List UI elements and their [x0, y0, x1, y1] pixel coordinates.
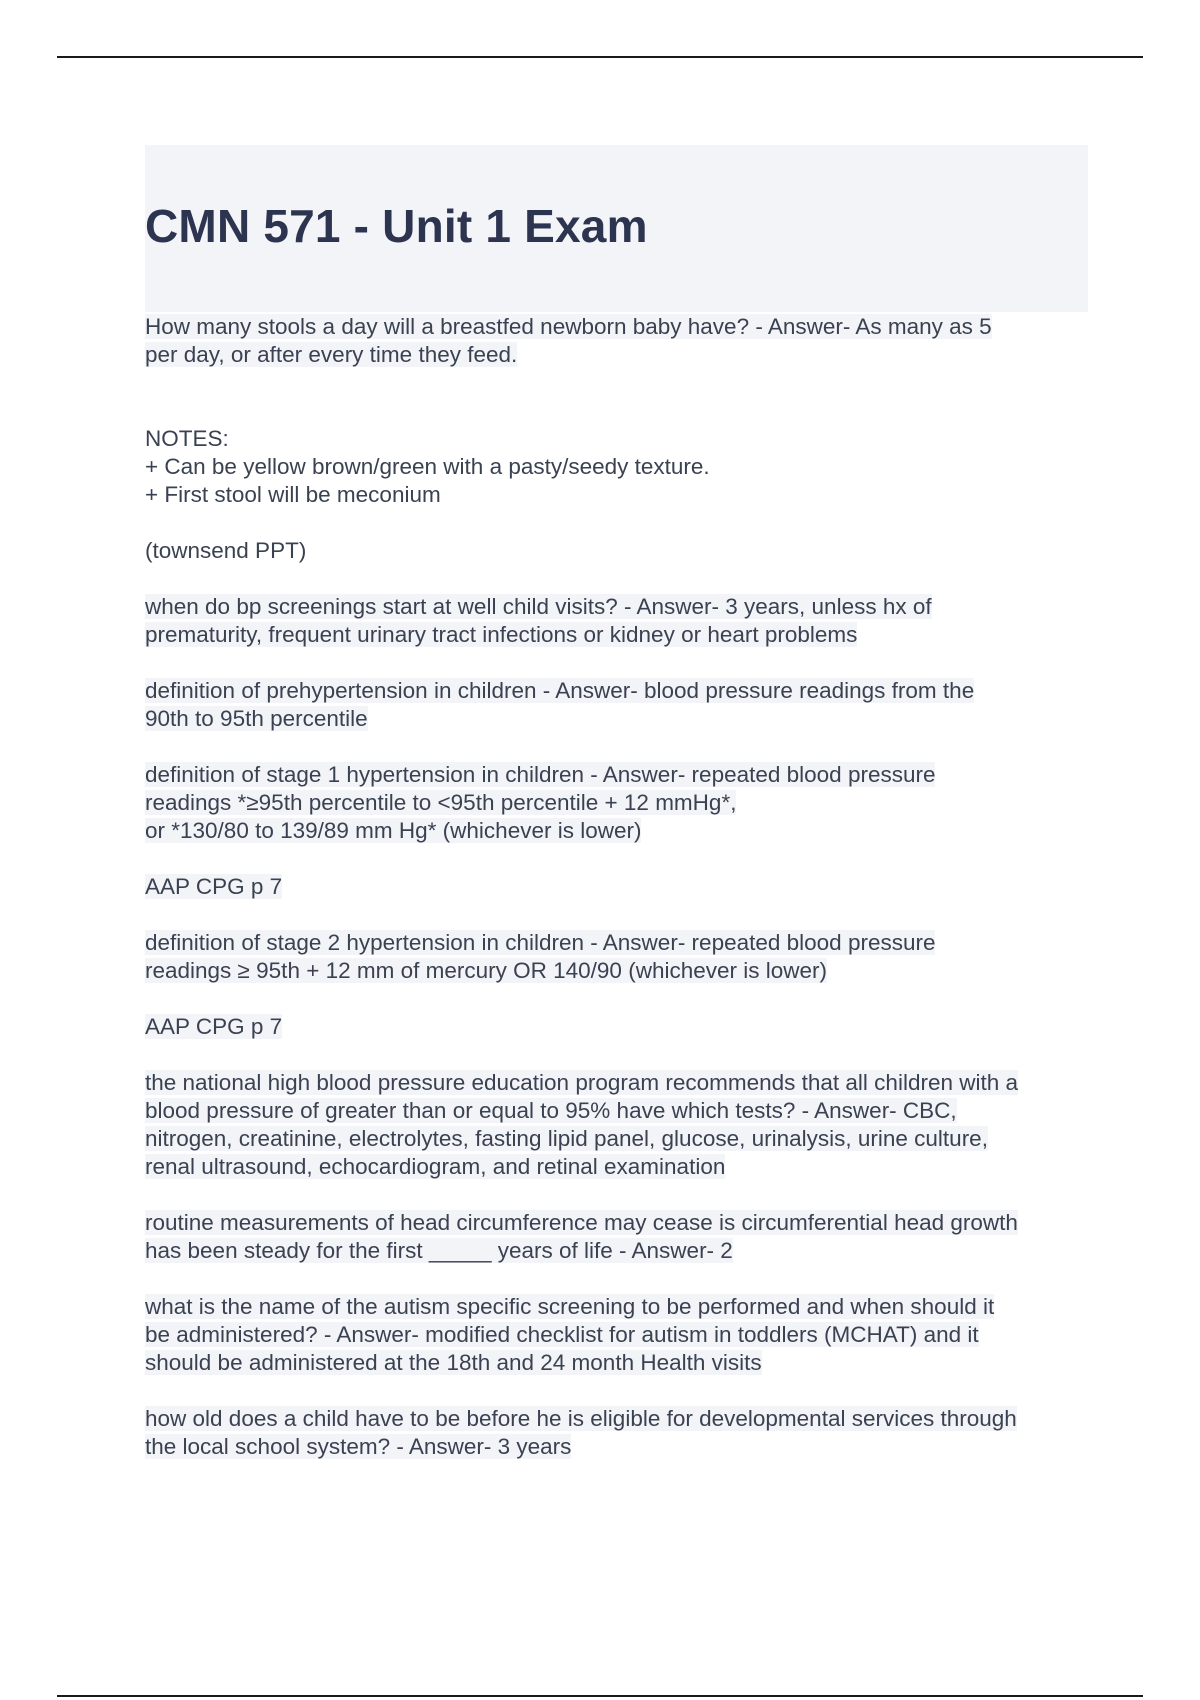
notes-heading: NOTES: — [145, 426, 229, 451]
qa-item-stage1-hypertension: definition of stage 1 hypertension in children - Answer- repeated blood pressure readings *≥95th percentile to <95th percentile + 12 mmHg*, or *130/80 to 139/89 mm Hg* (whichever is lower) — [145, 762, 936, 843]
bottom-rule — [57, 1695, 1143, 1697]
notes-line: + First stool will be meconium — [145, 482, 441, 507]
qa-item-nhbpep-tests: the national high blood pressure education program recommends that all children with a blood pressure of greater than or equal to 95% have which tests? - Answer- CBC, nitrogen, creatinine, electrolytes, fasting lipid panel, glucose, urinalysis, urine culture, renal ultrasound, echocardiogram, and retinal examination — [145, 1070, 1019, 1179]
document-title: CMN 571 - Unit 1 Exam — [145, 200, 648, 252]
document-body — [145, 313, 1095, 1489]
qa-item-prehypertension: definition of prehypertension in children - Answer- blood pressure readings from the 90th to 95th percentile — [145, 678, 975, 731]
qa-item-head-circumference: routine measurements of head circumference may cease is circumferential head growth has been steady for the first _____ years of life - Answer- 2 — [145, 1210, 1018, 1263]
title-banner — [145, 145, 1088, 312]
top-rule — [57, 56, 1143, 58]
source-note: AAP CPG p 7 — [145, 1014, 283, 1039]
source-note: (townsend PPT) — [145, 538, 307, 563]
qa-item-developmental-services: how old does a child have to be before he is eligible for developmental services through the local school system? - Answer- 3 years — [145, 1406, 1017, 1459]
source-note: AAP CPG p 7 — [145, 874, 283, 899]
qa-item-stage2-hypertension: definition of stage 2 hypertension in children - Answer- repeated blood pressure readings ≥ 95th + 12 mm of mercury OR 140/90 (whichever is lower) — [145, 930, 936, 983]
qa-item-autism-screening: what is the name of the autism specific screening to be performed and when should it be administered? - Answer- modified checklist for autism in toddlers (MCHAT) and it should be administered at the 18th and 24 month Health visits — [145, 1294, 995, 1375]
qa-item-breastfed-stools: How many stools a day will a breastfed newborn baby have? - Answer- As many as 5 per day, or after every time they feed. — [145, 314, 992, 367]
qa-item-bp-screening: when do bp screenings start at well child visits? - Answer- 3 years, unless hx of prematurity, frequent urinary tract infections or kidney or heart problems — [145, 594, 932, 647]
notes-line: + Can be yellow brown/green with a pasty/seedy texture. — [145, 454, 710, 479]
notes-block — [145, 397, 1095, 509]
